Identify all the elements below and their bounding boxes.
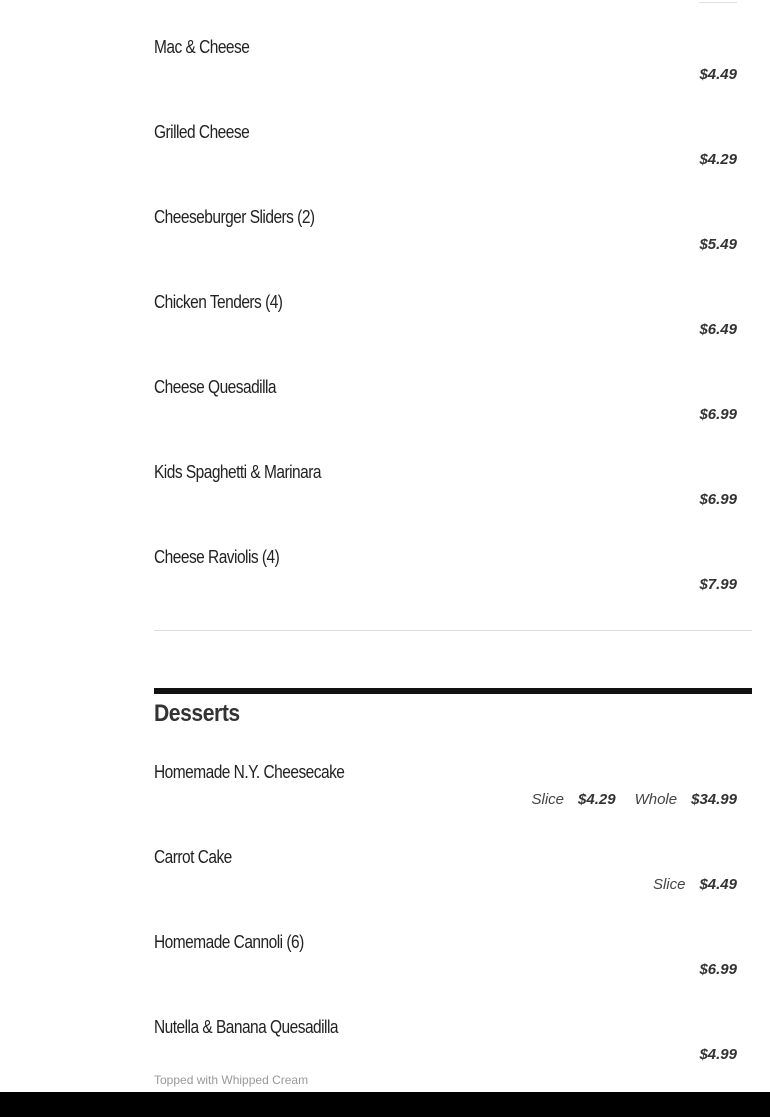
item-price: $4.29 [699, 151, 737, 168]
menu-item[interactable] [154, 1017, 752, 1097]
item-prices [699, 406, 737, 423]
item-price: $4.99 [699, 1046, 737, 1063]
menu-item[interactable] [154, 547, 752, 627]
item-prices [699, 321, 737, 338]
item-price: $6.99 [699, 491, 737, 508]
item-description: Topped with Whipped Cream [154, 1073, 309, 1087]
section-title: Desserts [154, 700, 240, 727]
item-name: Kids Spaghetti & Marinara [154, 462, 321, 482]
menu-item[interactable] [154, 292, 752, 372]
item-price: $6.99 [699, 406, 737, 423]
item-prices [699, 236, 737, 253]
price-size-label: Slice [531, 791, 565, 808]
item-prices [532, 791, 737, 808]
item-name: Chicken Tenders (4) [154, 292, 283, 312]
menu-item[interactable] [154, 462, 752, 542]
item-name: Mac & Cheese [154, 37, 250, 57]
section-header-bar [154, 688, 752, 694]
item-price: $6.49 [699, 321, 737, 338]
item-price: $5.49 [699, 236, 737, 253]
item-prices [699, 66, 737, 83]
item-prices [699, 961, 737, 978]
menu-item[interactable] [154, 762, 752, 842]
price-size-label: Whole [634, 791, 678, 808]
item-name: Homemade Cannoli (6) [154, 932, 304, 952]
item-name: Cheeseburger Sliders (2) [154, 207, 315, 227]
item-prices [699, 576, 737, 593]
menu-item[interactable] [154, 37, 752, 117]
item-name: Grilled Cheese [154, 122, 250, 142]
menu-item[interactable] [154, 377, 752, 457]
menu-item[interactable] [154, 847, 752, 927]
menu-item[interactable] [154, 122, 752, 202]
item-prices [699, 1046, 737, 1063]
bottom-bar [0, 1092, 770, 1117]
item-prices [653, 876, 737, 893]
item-name: Cheese Quesadilla [154, 377, 277, 397]
price-size-label: Slice [652, 876, 686, 893]
menu-item[interactable] [154, 932, 752, 1012]
item-price: $4.49 [699, 66, 737, 83]
item-name: Nutella & Banana Quesadilla [154, 1017, 338, 1037]
item-price: $4.29 [578, 791, 616, 808]
item-prices [699, 491, 737, 508]
item-price: $6.99 [699, 961, 737, 978]
item-price: $4.49 [699, 876, 737, 893]
item-price: $7.99 [699, 576, 737, 593]
item-prices [699, 151, 737, 168]
partial-item-above [699, 0, 737, 3]
item-name: Homemade N.Y. Cheesecake [154, 762, 345, 782]
item-name: Carrot Cake [154, 847, 232, 867]
item-name: Cheese Raviolis (4) [154, 547, 280, 567]
item-price: $34.99 [691, 791, 737, 808]
section-divider [154, 630, 752, 631]
menu-item[interactable] [154, 207, 752, 287]
